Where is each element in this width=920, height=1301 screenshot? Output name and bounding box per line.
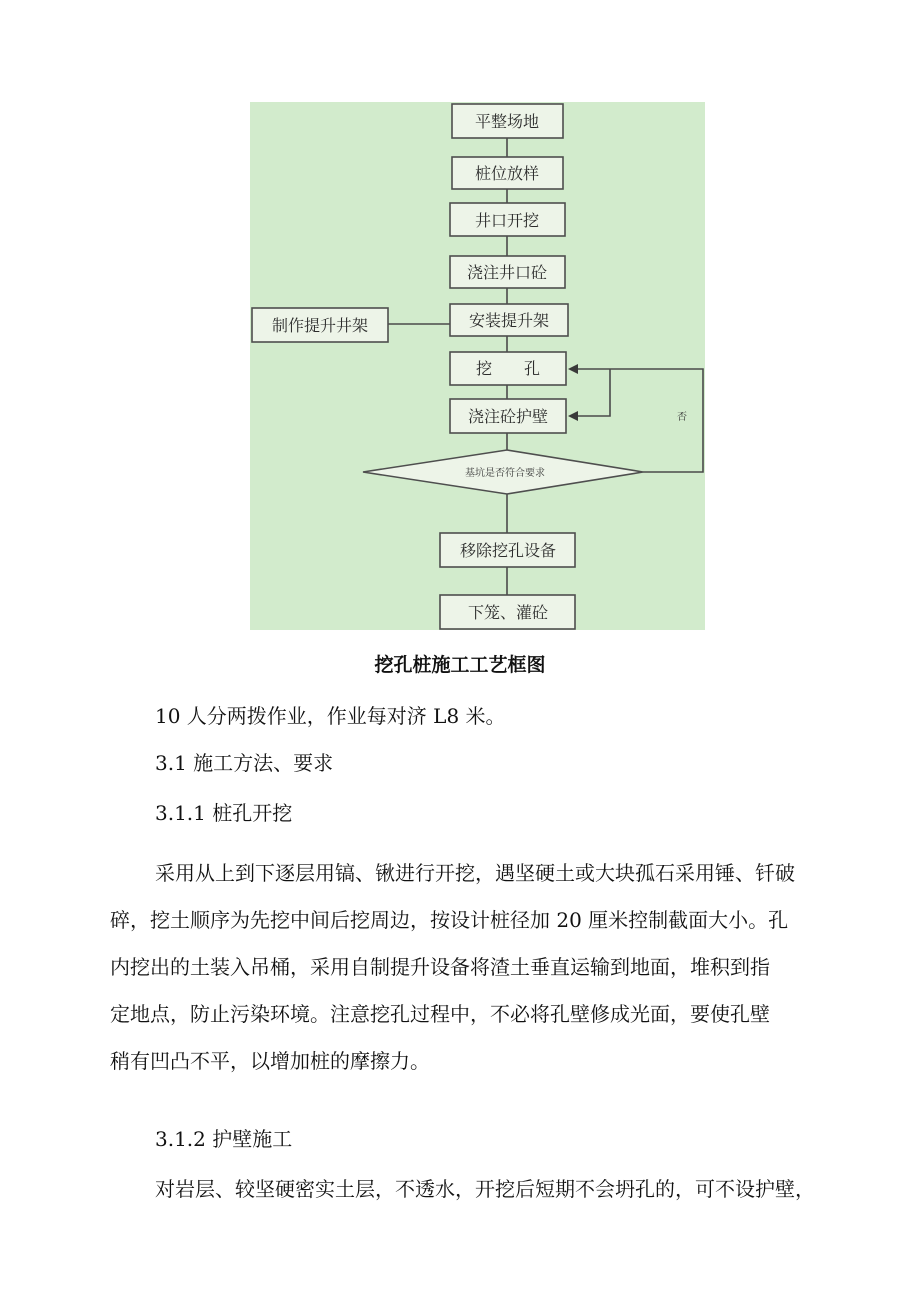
step-box-1 xyxy=(452,104,563,138)
step-label-8: 移除挖孔设备 xyxy=(459,541,557,560)
paragraph-line: 稍有凹凸不平，以增加桩的摩擦力。 xyxy=(110,1049,430,1073)
step-box-4 xyxy=(450,256,565,288)
step-label-2: 桩位放样 xyxy=(474,164,540,183)
step-label-9: 下笼、灌砼 xyxy=(467,603,549,622)
step-label-1: 平整场地 xyxy=(474,112,540,131)
paragraph-line: 碎，挖土顺序为先挖中间后挖周边，按设计桩径加 20 厘米控制截面大小。孔 xyxy=(110,908,789,932)
step-box-9 xyxy=(440,595,575,629)
step-label-6: 挖 孔 xyxy=(475,359,541,378)
side-step-label: 制作提升井架 xyxy=(271,316,369,335)
step-box-3 xyxy=(450,203,565,236)
retaining-wall-line: 对岩层、较坚硬密实土层，不透水，开挖后短期不会坍孔的，可不设护壁， xyxy=(155,1177,815,1201)
decision-label: 基坑是否符合要求 xyxy=(465,468,545,479)
side-step-box xyxy=(252,308,388,342)
step-label-7: 浇注砼护壁 xyxy=(467,407,549,426)
figure-caption: 挖孔桩施工工艺框图 xyxy=(374,654,546,676)
step-box-6 xyxy=(450,352,566,385)
step-box-5 xyxy=(450,304,568,336)
paragraph-line: 采用从上到下逐层用镐、锹进行开挖，遇坚硬土或大块孤石采用锤、钎破 xyxy=(155,861,795,885)
intro-line: 10 人分两拨作业，作业每对济 L8 米。 xyxy=(155,704,506,728)
paragraph-line: 内挖出的土装入吊桶，采用自制提升设备将渣土垂直运输到地面，堆积到指 xyxy=(110,955,770,979)
process-flowchart xyxy=(250,102,705,630)
excavation-paragraph xyxy=(110,850,795,1085)
no-label: 否 xyxy=(677,412,687,423)
section-heading-3-1-2: 3.1.2 护壁施工 xyxy=(155,1127,293,1151)
step-label-4: 浇注井口砼 xyxy=(466,263,548,282)
section-heading-3-1-1: 3.1.1 桩孔开挖 xyxy=(155,801,293,825)
step-box-7 xyxy=(450,399,566,433)
paragraph-line: 定地点，防止污染环境。注意挖孔过程中，不必将孔壁修成光面，要使孔壁 xyxy=(110,1002,770,1026)
step-box-8 xyxy=(440,533,575,567)
step-label-3: 井口开挖 xyxy=(474,211,540,230)
step-box-2 xyxy=(452,157,563,189)
section-heading-3-1: 3.1 施工方法、要求 xyxy=(155,751,334,775)
step-label-5: 安装提升架 xyxy=(468,311,550,330)
